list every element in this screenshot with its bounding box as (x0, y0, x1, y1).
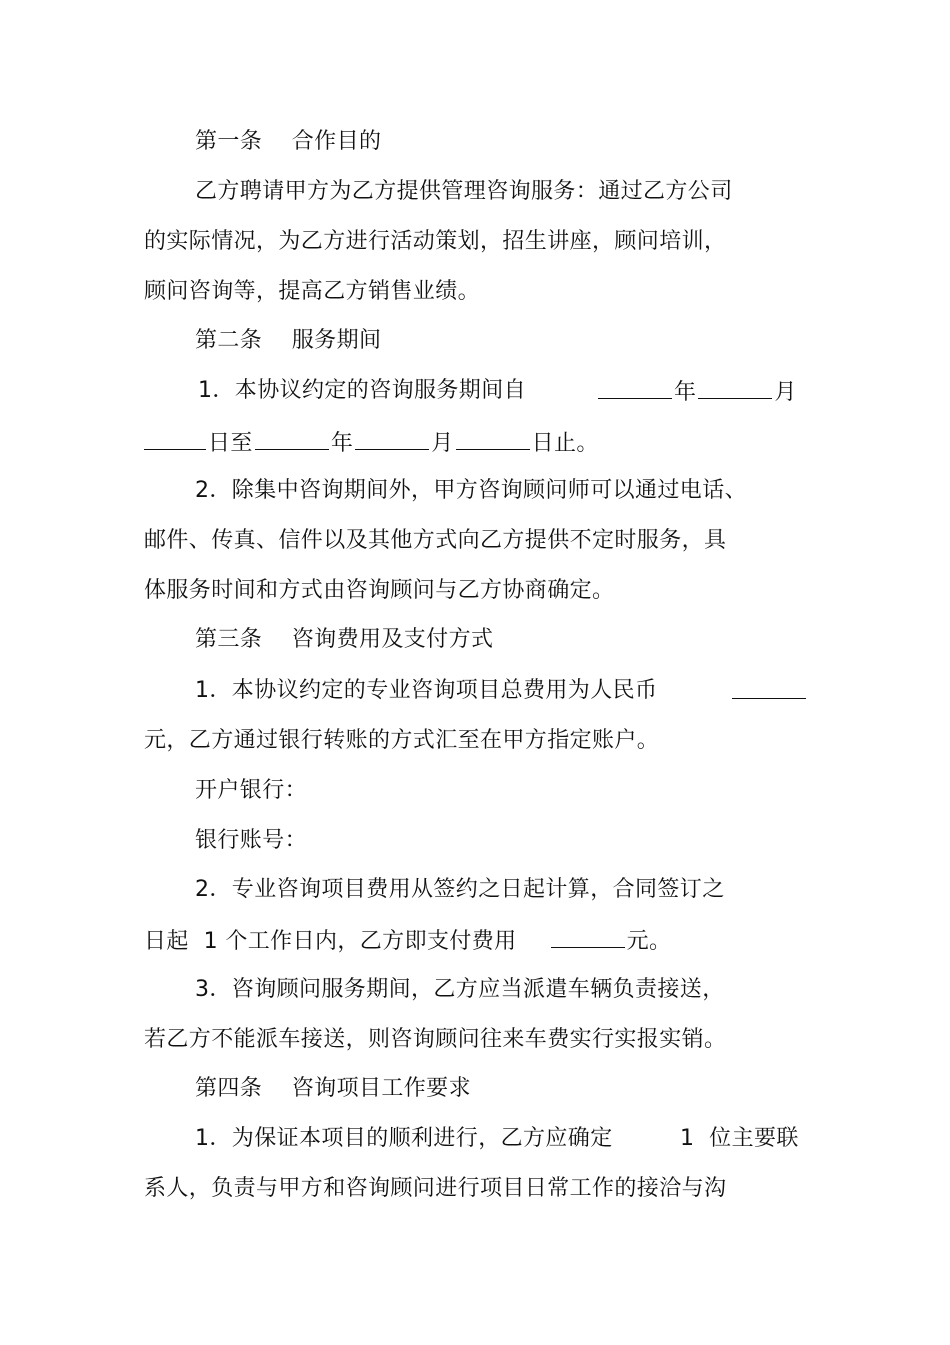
month-label: 月 (774, 380, 797, 405)
article-2-heading: 第二条 服务期间 (195, 328, 382, 353)
article-2-item-2-line-3: 体服务时间和方式由咨询顾问与乙方协商确定。 (144, 578, 615, 603)
year-label: 年 (330, 431, 354, 456)
article-4-item-1-line-1-b: 1 位主要联 (680, 1126, 799, 1151)
blank-line[interactable] (598, 376, 672, 399)
year-label: 年 (674, 380, 697, 405)
article-4-heading: 第四条 咨询项目工作要求 (195, 1076, 471, 1101)
article-1-line-2: 的实际情况，为乙方进行活动策划，招生讲座，顾问培训， (144, 229, 727, 254)
blank-line[interactable] (698, 376, 772, 399)
blank-line[interactable] (456, 427, 530, 450)
article-4-item-1-line-2: 系人，负责与甲方和咨询顾问进行项目日常工作的接洽与沟 (144, 1176, 727, 1201)
article-1-line-3: 顾问咨询等，提高乙方销售业绩。 (144, 279, 481, 304)
blank-line[interactable] (732, 676, 806, 699)
article-3-heading: 第三条 咨询费用及支付方式 (195, 627, 494, 652)
article-1-heading: 第一条 合作目的 (195, 129, 382, 154)
article-2-item-1-date-range (142, 427, 599, 459)
day-end-label: 日止。 (531, 431, 599, 456)
article-2-item-2-line-2: 邮件、传真、信件以及其他方式向乙方提供不定时服务，具 (144, 528, 727, 553)
yuan-label: 元。 (626, 929, 672, 954)
item-2-text: 日起 1 个工作日内，乙方即支付费用 (144, 929, 517, 954)
article-2-item-1-text: 1．本协议约定的咨询服务期间自 (198, 378, 526, 403)
article-3-item-3-line-1: 3．咨询顾问服务期间，乙方应当派遣车辆负责接送， (195, 977, 725, 1002)
bank-name-label: 开户银行： (195, 778, 308, 803)
article-3-item-1-line-1: 1．本协议约定的专业咨询项目总费用为人民币 (195, 678, 658, 703)
article-3-item-2-line-2 (144, 925, 671, 957)
article-3-fee-blank (730, 676, 808, 708)
article-1-line-1: 乙方聘请甲方为乙方提供管理咨询服务：通过乙方公司 (195, 179, 733, 204)
blank-line[interactable] (551, 925, 625, 948)
article-2-item-1-date-start (596, 376, 797, 408)
blank-line[interactable] (355, 427, 429, 450)
article-3-item-1-line-2: 元，乙方通过银行转账的方式汇至在甲方指定账户。 (144, 728, 660, 753)
article-3-item-2-line-1: 2．专业咨询项目费用从签约之日起计算，合同签订之 (195, 877, 725, 902)
bank-account-label: 银行账号： (195, 828, 308, 853)
article-2-item-2-line-1: 2．除集中咨询期间外，甲方咨询顾问师可以通过电话、 (195, 478, 747, 503)
month-label: 月 (431, 431, 454, 456)
day-to-label: 日至 (208, 431, 253, 456)
blank-line[interactable] (144, 427, 206, 450)
article-4-item-1-line-1-a: 1．为保证本项目的顺利进行，乙方应确定 (195, 1126, 613, 1151)
article-3-item-3-line-2: 若乙方不能派车接送，则咨询顾问往来车费实行实报实销。 (144, 1027, 727, 1052)
blank-line[interactable] (255, 427, 329, 450)
